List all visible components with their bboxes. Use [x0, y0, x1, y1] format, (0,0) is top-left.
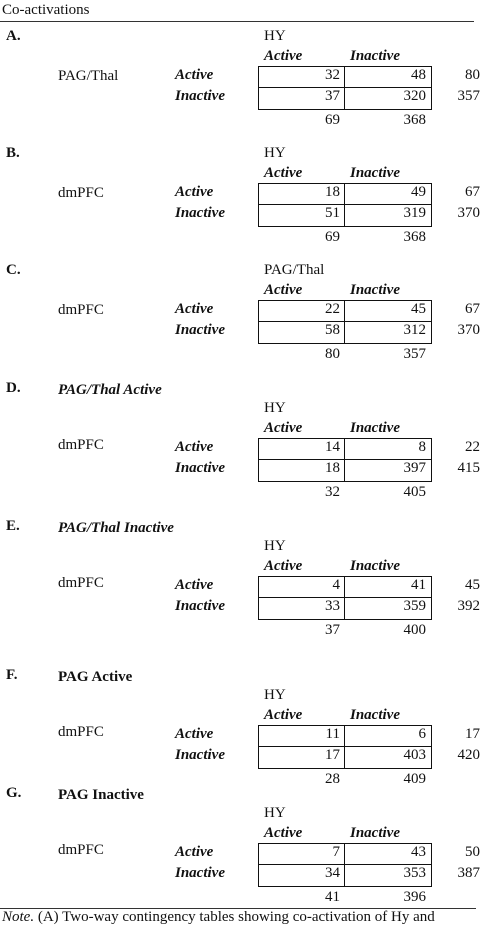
row-total: 45 [465, 577, 480, 593]
condition-label: PAG Active [58, 669, 133, 685]
cell-value: 18 [325, 460, 340, 476]
cell-value: 41 [411, 577, 426, 593]
column-total: 400 [403, 622, 426, 638]
cell-value: 4 [332, 577, 340, 593]
row-total: 370 [457, 205, 480, 221]
cell-value: 397 [403, 460, 426, 476]
column-header-active: Active [264, 558, 303, 574]
column-total: 396 [403, 889, 426, 905]
row-region-label: dmPFC [58, 185, 104, 201]
row-label: Inactive [175, 322, 225, 338]
column-total: 357 [403, 346, 426, 362]
column-region-label: HY [264, 145, 286, 161]
row-region-label: dmPFC [58, 302, 104, 318]
row-label: Active [175, 577, 214, 593]
cell-value: 43 [411, 844, 426, 860]
row-region-label: PAG/Thal [58, 68, 119, 84]
cell-value: 34 [325, 865, 340, 881]
column-total: 32 [325, 484, 340, 500]
cell-value: 18 [325, 184, 340, 200]
condition-label: PAG/Thal Inactive [58, 520, 174, 536]
row-region-label: dmPFC [58, 724, 104, 740]
row-label: Active [175, 726, 214, 742]
condition-label: PAG Inactive [58, 787, 144, 803]
row-total: 67 [465, 301, 480, 317]
cell-value: 353 [403, 865, 426, 881]
row-region-label: dmPFC [58, 437, 104, 453]
column-total: 409 [403, 771, 426, 787]
row-total: 67 [465, 184, 480, 200]
row-label: Inactive [175, 88, 225, 104]
column-header-inactive: Inactive [350, 420, 400, 436]
column-total: 80 [325, 346, 340, 362]
row-total: 420 [457, 747, 480, 763]
row-total: 22 [465, 439, 480, 455]
row-label: Inactive [175, 460, 225, 476]
cell-value: 403 [403, 747, 426, 763]
note-text: (A) Two-way contingency tables showing co-activation of Hy and [34, 909, 435, 925]
row-total: 392 [457, 598, 480, 614]
column-total: 69 [325, 229, 340, 245]
column-header-inactive: Inactive [350, 825, 400, 841]
row-label: Active [175, 439, 214, 455]
column-header-active: Active [264, 165, 303, 181]
cell-value: 48 [411, 67, 426, 83]
row-total: 387 [457, 865, 480, 881]
column-header-inactive: Inactive [350, 48, 400, 64]
row-total: 370 [457, 322, 480, 338]
column-header-inactive: Inactive [350, 558, 400, 574]
column-total: 368 [403, 112, 426, 128]
row-label: Inactive [175, 205, 225, 221]
column-region-label: PAG/Thal [264, 262, 325, 278]
section-letter: G. [6, 785, 22, 801]
cell-value: 49 [411, 184, 426, 200]
column-header-active: Active [264, 825, 303, 841]
cell-value: 319 [403, 205, 426, 221]
section-letter: E. [6, 518, 20, 534]
section-letter: D. [6, 380, 21, 396]
cell-value: 37 [325, 88, 340, 104]
cell-value: 22 [325, 301, 340, 317]
column-total: 37 [325, 622, 340, 638]
table-note [0, 908, 476, 926]
cell-value: 7 [332, 844, 340, 860]
cell-value: 312 [403, 322, 426, 338]
cell-value: 6 [418, 726, 426, 742]
row-total: 415 [457, 460, 480, 476]
section-letter: F. [6, 667, 18, 683]
column-total: 368 [403, 229, 426, 245]
condition-label: PAG/Thal Active [58, 382, 162, 398]
column-header-inactive: Inactive [350, 165, 400, 181]
section-letter: C. [6, 262, 21, 278]
column-header-active: Active [264, 420, 303, 436]
section-letter: B. [6, 145, 20, 161]
column-region-label: HY [264, 538, 286, 554]
column-region-label: HY [264, 687, 286, 703]
cell-value: 17 [325, 747, 340, 763]
column-header-active: Active [264, 707, 303, 723]
column-region-label: HY [264, 805, 286, 821]
note-prefix: Note. [2, 909, 35, 925]
column-header-active: Active [264, 48, 303, 64]
cell-value: 58 [325, 322, 340, 338]
column-total: 405 [403, 484, 426, 500]
row-label: Active [175, 184, 214, 200]
row-label: Active [175, 301, 214, 317]
column-header-inactive: Inactive [350, 707, 400, 723]
table-caption: Co-activations [0, 0, 474, 22]
row-label: Active [175, 67, 214, 83]
row-region-label: dmPFC [58, 842, 104, 858]
row-total: 17 [465, 726, 480, 742]
row-total: 357 [457, 88, 480, 104]
column-region-label: HY [264, 28, 286, 44]
row-total: 80 [465, 67, 480, 83]
column-header-active: Active [264, 282, 303, 298]
row-label: Inactive [175, 598, 225, 614]
row-label: Inactive [175, 865, 225, 881]
column-total: 41 [325, 889, 340, 905]
cell-value: 14 [325, 439, 340, 455]
cell-value: 359 [403, 598, 426, 614]
column-total: 69 [325, 112, 340, 128]
column-total: 28 [325, 771, 340, 787]
cell-value: 11 [325, 726, 340, 742]
cell-value: 320 [403, 88, 426, 104]
row-label: Inactive [175, 747, 225, 763]
column-header-inactive: Inactive [350, 282, 400, 298]
row-total: 50 [465, 844, 480, 860]
section-letter: A. [6, 28, 21, 44]
cell-value: 8 [418, 439, 426, 455]
row-label: Active [175, 844, 214, 860]
cell-value: 33 [325, 598, 340, 614]
row-region-label: dmPFC [58, 575, 104, 591]
cell-value: 51 [325, 205, 340, 221]
cell-value: 45 [411, 301, 426, 317]
column-region-label: HY [264, 400, 286, 416]
cell-value: 32 [325, 67, 340, 83]
